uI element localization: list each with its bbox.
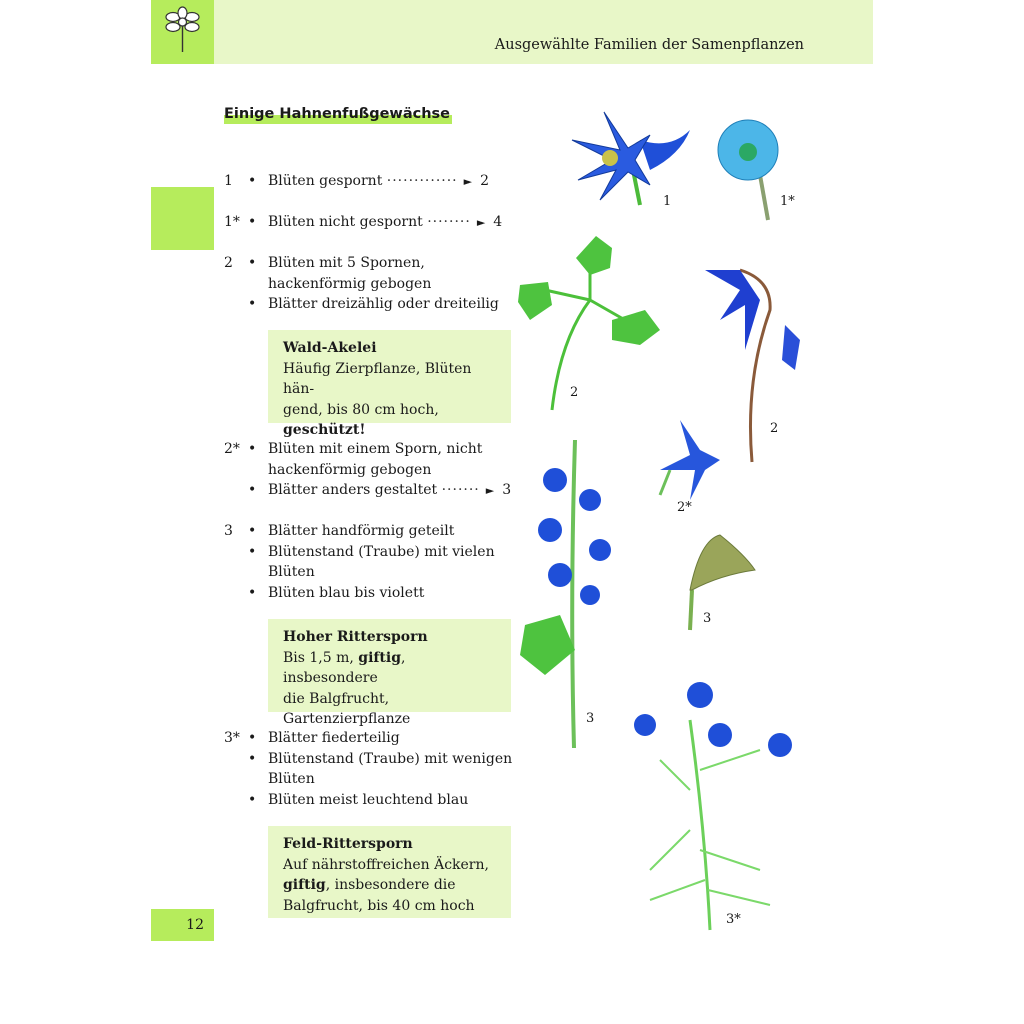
- illustration-hepatica: [718, 120, 778, 220]
- section-title-text: Einige Hahnenfußgewächse: [224, 106, 450, 122]
- species-name: Wald-Akelei: [283, 340, 377, 356]
- box-text: Balgfrucht, bis 40 cm hoch: [283, 897, 475, 914]
- key-text: Blüten nicht gespornt: [268, 214, 423, 230]
- info-box-feld-rittersporn: [268, 826, 511, 918]
- key-line: • Blätter handförmig geteilt: [224, 521, 519, 542]
- key-line: • Blüten mit 5 Spornen, hackenförmig gebogen: [224, 253, 519, 294]
- key-line: • Blüten mit einem Sporn, nicht hackenförmig gebogen: [224, 439, 519, 480]
- illustration-delphinium-single: [660, 420, 720, 500]
- key-number: 3*: [224, 730, 240, 746]
- illustration-balgfrucht: [690, 535, 755, 630]
- illustration-columbine-leaf: [518, 236, 660, 410]
- figure-label: 1: [663, 194, 672, 209]
- key-target: 4: [493, 214, 503, 230]
- key-line: • Blätter dreizählig oder dreiteilig: [224, 294, 519, 315]
- key-number: 2: [224, 255, 233, 271]
- key-text: Blätter anders gestaltet: [268, 482, 438, 498]
- box-text: Häufig Zierpflanze, Blüten hän-: [283, 360, 472, 397]
- illustration-feld-rittersporn: [634, 682, 792, 930]
- section-title: [224, 106, 452, 124]
- key-line: • Blütenstand (Traube) mit vielen Blüten: [224, 542, 519, 583]
- flower-icon: [151, 0, 214, 64]
- box-emphasis: giftig: [283, 877, 326, 893]
- box-text-part: , insbesondere die: [325, 877, 456, 893]
- box-text: die Balgfrucht,: [283, 690, 390, 707]
- key-line: [224, 171, 524, 193]
- leader-dots: ·······: [441, 482, 480, 498]
- illustration-delphinium-flower: [572, 112, 690, 205]
- figure-label: 3*: [726, 912, 741, 927]
- illustration-hoher-rittersporn: [520, 440, 611, 748]
- page-number: 12: [151, 909, 214, 941]
- key-line: [224, 480, 519, 502]
- species-name: Feld-Rittersporn: [283, 836, 413, 852]
- side-tab-marker: [151, 187, 214, 250]
- box-text: Gartenzierpflanze: [283, 711, 411, 727]
- key-target: 2: [480, 173, 490, 189]
- box-text-part: Bis 1,5 m,: [283, 649, 359, 666]
- info-box-hoher-rittersporn: [268, 619, 511, 727]
- figure-label: 3: [586, 711, 595, 726]
- box-emphasis: giftig: [358, 649, 402, 666]
- header-icon-box: [151, 0, 214, 64]
- figure-label: 3: [703, 611, 712, 626]
- key-entry-3s: [224, 728, 519, 810]
- arrow-right-icon: ►: [463, 175, 473, 188]
- leader-dots: ········: [427, 214, 471, 230]
- key-number: 3: [224, 523, 233, 539]
- key-number: 2*: [224, 441, 240, 457]
- leader-dots: ·············: [386, 173, 458, 189]
- key-target: 3: [502, 482, 512, 498]
- key-line: • Blätter fiederteilig: [224, 728, 519, 749]
- key-line: • Blüten meist leuchtend blau: [224, 790, 519, 811]
- figure-label: 2*: [677, 500, 692, 515]
- key-entry-3: [224, 521, 519, 603]
- species-name: Hoher Rittersporn: [283, 629, 428, 645]
- box-text: gend, bis 80 cm hoch,: [283, 401, 439, 418]
- box-text: [283, 648, 503, 689]
- header-bar: [214, 0, 873, 64]
- box-text-part: , insbesondere: [283, 649, 406, 686]
- figure-label: 2: [570, 385, 579, 400]
- key-line: • Blütenstand (Traube) mit wenigen Blüten: [224, 749, 519, 790]
- page-header-title: Ausgewählte Familien der Samenpflanzen: [494, 37, 804, 53]
- key-line: [224, 212, 524, 234]
- key-entry-2s: [224, 439, 519, 502]
- key-entry-1: [224, 171, 524, 193]
- key-entry-1s: [224, 212, 524, 234]
- key-text: Blüten gespornt: [268, 173, 383, 189]
- key-number: 1*: [224, 214, 240, 230]
- arrow-right-icon: ►: [476, 216, 486, 229]
- illustration-wald-akelei: [705, 270, 800, 462]
- key-number: 1: [224, 173, 233, 189]
- figure-label: 2: [770, 421, 779, 436]
- box-emphasis: geschützt!: [283, 422, 366, 438]
- box-text: Auf nährstoffreichen Äckern,: [283, 856, 489, 873]
- key-entry-2: [224, 253, 519, 315]
- figure-label: 1*: [780, 194, 795, 209]
- key-line: • Blüten blau bis violett: [224, 583, 519, 604]
- box-text: [283, 875, 503, 896]
- arrow-right-icon: ►: [485, 484, 495, 497]
- info-box-wald-akelei: [268, 330, 511, 438]
